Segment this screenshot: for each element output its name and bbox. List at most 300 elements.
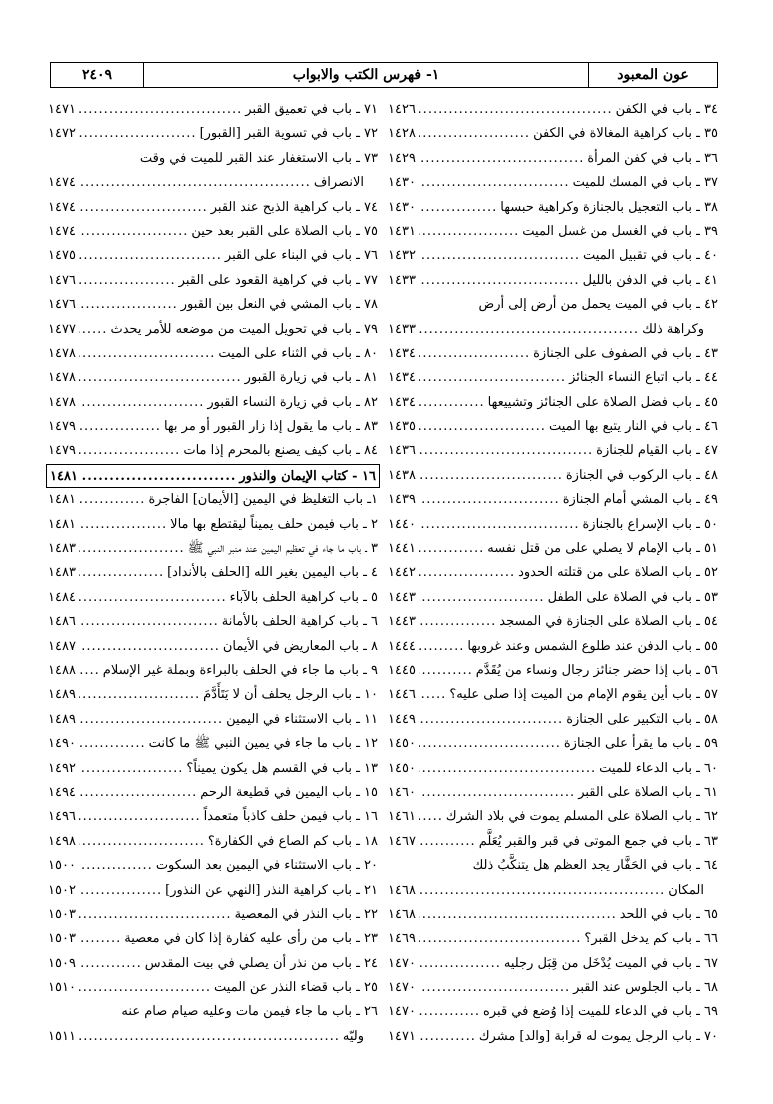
leader-dots bbox=[419, 244, 580, 268]
entry-page-number: ١٤٣٤ bbox=[388, 345, 416, 361]
index-entry bbox=[388, 561, 718, 585]
index-entry bbox=[48, 732, 378, 756]
leader-dots bbox=[79, 196, 208, 220]
entry-title: ١٢ ـ باب ما جاء في يمين النبي ﷺ ما كانت bbox=[148, 736, 378, 752]
entry-title: ٢٥ ـ باب قضاء النذر عن الميت bbox=[214, 980, 378, 996]
index-entry bbox=[388, 171, 718, 195]
index-column-right bbox=[388, 98, 718, 1049]
index-entry bbox=[48, 366, 378, 390]
entry-page-number: ١٤٧٤ bbox=[48, 175, 76, 191]
index-entry bbox=[48, 635, 378, 659]
leader-dots bbox=[419, 903, 617, 927]
index-entry bbox=[388, 122, 718, 146]
entry-title: ٨٠ ـ باب في الثناء على الميت bbox=[218, 345, 378, 361]
entry-page-number: ١٤٨٣ bbox=[48, 565, 76, 581]
entry-title: ٧٩ ـ باب في تحويل الميت من موضعه للأمر يحدث bbox=[110, 321, 378, 337]
entry-page-number: ١٤٨٨ bbox=[48, 662, 76, 678]
leader-dots bbox=[419, 757, 596, 781]
index-entry bbox=[388, 439, 718, 463]
leader-dots bbox=[419, 196, 497, 220]
leader-dots bbox=[419, 635, 464, 659]
leader-dots bbox=[79, 879, 162, 903]
index-entry bbox=[388, 342, 718, 366]
leader-dots bbox=[79, 586, 227, 610]
entry-page-number: ١٤٧٠ bbox=[388, 1004, 416, 1020]
entry-title: وليّه bbox=[342, 1028, 364, 1044]
leader-dots bbox=[419, 488, 560, 512]
entry-title: ٧٧ ـ باب في كراهية القعود على القبر bbox=[178, 272, 378, 288]
entry-page-number: ١٤٦٠ bbox=[388, 784, 416, 800]
entry-title: ٤٠ ـ باب في تقبيل الميت bbox=[583, 248, 718, 264]
entry-title: ٣ ـ باب ما جاء في تعظيم اليمين عند منبر النبي ﷺ bbox=[187, 541, 378, 557]
entry-page-number: ١٤٣٨ bbox=[388, 467, 416, 483]
leader-dots bbox=[79, 952, 142, 976]
entry-page-number: ١٤٧١ bbox=[48, 102, 76, 117]
entry-title: ٦٧ ـ باب في الميت يُدْخَل من قِبَل رجليه bbox=[503, 955, 718, 971]
index-entry bbox=[48, 561, 378, 585]
entry-title: ٣٩ ـ باب في الغسل من غسل الميت bbox=[522, 223, 718, 239]
entry-page-number: ١٤٣٦ bbox=[388, 443, 416, 459]
index-entry bbox=[388, 635, 718, 659]
entry-title: ١٨ ـ باب كم الصاع في الكفارة؟ bbox=[207, 833, 378, 849]
leader-dots bbox=[79, 781, 197, 805]
entry-title: ٣٦ ـ باب في كفن المرأة bbox=[587, 150, 718, 166]
entry-page-number: ١٤٧٩ bbox=[48, 419, 76, 435]
entry-title: ٥١ ـ باب الإمام لا يصلي على من قتل نفسه bbox=[487, 541, 718, 557]
entry-title: ٣٨ ـ باب التعجيل بالجنازة وكراهية حبسها bbox=[500, 199, 718, 215]
index-entry bbox=[388, 976, 718, 1000]
leader-dots bbox=[79, 830, 205, 854]
leader-dots bbox=[81, 465, 236, 489]
index-entry bbox=[48, 220, 378, 244]
entry-page-number: ١٤٣٣ bbox=[388, 272, 416, 288]
leader-dots bbox=[419, 683, 446, 707]
leader-dots bbox=[419, 147, 584, 171]
entry-page-number: ١٤٩٢ bbox=[48, 760, 76, 776]
leader-dots bbox=[419, 122, 530, 146]
index-entry bbox=[48, 488, 378, 512]
entry-title: ٨٤ ـ باب كيف يصنع بالمحرم إذا مات bbox=[183, 443, 378, 459]
index-entry bbox=[388, 147, 718, 171]
leader-dots bbox=[79, 342, 215, 366]
entry-title: ٢ ـ باب فيمن حلف يميناً ليقتطع بها مالا bbox=[170, 516, 378, 532]
entry-title: ٥٩ ـ باب ما يقرأ على الجنازة bbox=[563, 736, 718, 752]
leader-dots bbox=[419, 781, 575, 805]
entry-page-number: ١٤٧٨ bbox=[48, 345, 76, 361]
index-entry bbox=[388, 659, 718, 683]
index-entry bbox=[48, 586, 378, 610]
leader-dots bbox=[419, 513, 580, 537]
leader-dots bbox=[79, 488, 146, 512]
leader-dots bbox=[79, 366, 242, 390]
entry-page-number: ١٤٦٨ bbox=[388, 906, 416, 922]
entry-page-number: ١٤٧١ bbox=[388, 1028, 416, 1044]
index-entry bbox=[388, 732, 718, 756]
entry-title: ٦٦ ـ باب كم يدخل القبر؟ bbox=[584, 931, 718, 947]
index-entry bbox=[388, 757, 718, 781]
index-entry bbox=[48, 976, 378, 1000]
leader-dots bbox=[79, 415, 161, 439]
entry-page-number: ١٤٨٩ bbox=[48, 687, 76, 703]
entry-page-number: ١٤٧٤ bbox=[48, 223, 76, 239]
entry-title: الانصراف bbox=[313, 175, 364, 191]
entry-page-number: ١٤٤٦ bbox=[388, 687, 416, 703]
entry-page-number: ١٤٧٩ bbox=[48, 443, 76, 459]
index-entry bbox=[388, 854, 718, 878]
entry-page-number: ١٤٣١ bbox=[388, 223, 416, 239]
index-column-left bbox=[48, 98, 378, 1049]
entry-page-number: ١٤٨١ bbox=[50, 468, 78, 484]
leader-dots bbox=[419, 927, 581, 951]
entry-title: ٥٣ ـ باب في الصلاة على الطفل bbox=[547, 589, 718, 605]
entry-page-number: ١٤٧٧ bbox=[48, 321, 76, 337]
index-entry bbox=[388, 318, 718, 342]
entry-title: وكراهة ذلك bbox=[642, 321, 704, 337]
entry-page-number: ١٤٣٤ bbox=[388, 370, 416, 386]
index-entry bbox=[48, 757, 378, 781]
entry-title: ٨ ـ باب المعاريض في الأيمان bbox=[222, 638, 378, 654]
entry-page-number: ١٤٣٠ bbox=[388, 175, 416, 191]
entry-page-number: ١٤٧٢ bbox=[48, 126, 76, 142]
entry-title: ٤٦ ـ باب في النار يتبع بها الميت bbox=[548, 419, 718, 435]
index-entry bbox=[388, 781, 718, 805]
index-entry bbox=[48, 244, 378, 268]
section-title: ١- فهرس الكتب والابواب bbox=[143, 63, 588, 87]
entry-title: ١٦ - كتاب الإيمان والنذور bbox=[239, 468, 376, 484]
leader-dots bbox=[419, 952, 501, 976]
entry-title: ٣٥ ـ باب كراهية المغالاة في الكفن bbox=[533, 126, 718, 142]
index-entry bbox=[48, 171, 378, 195]
entry-title: ٤٩ ـ باب المشي أمام الجنازة bbox=[562, 492, 718, 508]
entry-title: ٦٢ ـ باب الصلاة على المسلم يموت في بلاد الشرك bbox=[445, 809, 718, 825]
leader-dots bbox=[79, 805, 201, 829]
leader-dots bbox=[419, 1000, 480, 1024]
entry-page-number: ١٥٠٣ bbox=[48, 906, 76, 922]
entry-page-number: ١٤٩٤ bbox=[48, 784, 76, 800]
index-entry bbox=[48, 659, 378, 683]
entry-title: ٧٥ ـ باب الصلاة على القبر بعد حين bbox=[191, 223, 378, 239]
entry-page-number: ١٥١١ bbox=[48, 1028, 76, 1044]
book-heading-entry bbox=[46, 464, 380, 488]
entry-page-number: ١٥٠٢ bbox=[48, 882, 76, 898]
page-number: ٢٤٠٩ bbox=[81, 67, 113, 83]
leader-dots bbox=[419, 805, 443, 829]
entry-title: ٢٢ ـ باب النذر في المعصية bbox=[234, 906, 378, 922]
leader-dots bbox=[79, 561, 164, 585]
entry-page-number: ١٤٣٢ bbox=[388, 248, 416, 264]
index-entry bbox=[48, 610, 378, 634]
index-entry bbox=[388, 488, 718, 512]
index-entry bbox=[48, 805, 378, 829]
leader-dots bbox=[419, 561, 515, 585]
entry-title: ٢٦ ـ باب ما جاء فيمن مات وعليه صيام صام عنه bbox=[121, 1004, 378, 1020]
entry-title: ٦ ـ باب كراهية الحلف بالأمانة bbox=[221, 614, 378, 630]
entry-page-number: ١٤٨٧ bbox=[48, 638, 76, 654]
leader-dots bbox=[79, 220, 188, 244]
entry-page-number: ١٥٠٠ bbox=[48, 858, 76, 874]
entry-title: ٧٦ ـ باب في البناء على القبر bbox=[224, 248, 378, 264]
entry-title: ٤٢ ـ باب في الميت يحمل من أرض إلى أرض bbox=[478, 297, 718, 313]
index-entry bbox=[388, 415, 718, 439]
entry-title: ٩ ـ باب ما جاء في الحلف بالبراءة وبملة غير الإسلام bbox=[102, 662, 378, 678]
entry-page-number: ١٤٣٠ bbox=[388, 199, 416, 215]
entry-title: ٤٥ ـ باب فضل الصلاة على الجنائز وتشييعها bbox=[487, 394, 718, 410]
entry-title: ٦٥ ـ باب في اللحد bbox=[619, 906, 718, 922]
entry-page-number: ١٤٧٨ bbox=[48, 370, 76, 386]
entry-page-number: ١٤٩٠ bbox=[48, 736, 76, 752]
entry-page-number: ١٤٤٥ bbox=[388, 662, 416, 678]
leader-dots bbox=[79, 708, 223, 732]
index-entry bbox=[388, 366, 718, 390]
index-entry bbox=[388, 220, 718, 244]
entry-title: ٥٥ ـ باب الدفن عند طلوع الشمس وعند غروبها bbox=[467, 638, 718, 654]
leader-dots bbox=[419, 708, 563, 732]
entry-page-number: ١٤٧٠ bbox=[388, 980, 416, 996]
entry-page-number: ١٤٥٠ bbox=[388, 736, 416, 752]
index-entry bbox=[388, 293, 718, 317]
entry-page-number: ١٤٤١ bbox=[388, 541, 416, 557]
index-entry bbox=[388, 683, 718, 707]
index-entry bbox=[48, 952, 378, 976]
entry-title: ٤٨ ـ باب الركوب في الجنازة bbox=[565, 467, 718, 483]
entry-title: ٥٢ ـ باب الصلاة على من قتلته الحدود bbox=[518, 565, 718, 581]
leader-dots bbox=[79, 318, 108, 342]
index-entry bbox=[48, 537, 378, 561]
entry-title: ٧٨ ـ باب المشي في النعل بين القبور bbox=[180, 297, 378, 313]
entry-title: ٧٣ ـ باب الاستغفار عند القبر للميت في وقت bbox=[139, 150, 378, 166]
index-entry bbox=[388, 805, 718, 829]
entry-title: ٣٧ ـ باب في المسك للميت bbox=[572, 175, 718, 191]
leader-dots bbox=[79, 854, 153, 878]
entry-title: ١٥ ـ باب اليمين في قطيعة الرحم bbox=[200, 784, 378, 800]
leader-dots bbox=[79, 391, 204, 415]
entry-page-number: ١٤٢٨ bbox=[388, 126, 416, 142]
index-entry bbox=[48, 781, 378, 805]
leader-dots bbox=[419, 98, 613, 122]
index-entry bbox=[388, 927, 718, 951]
entry-page-number: ١٤٧٥ bbox=[48, 248, 76, 264]
entry-page-number: ١٤٤٢ bbox=[388, 565, 416, 581]
index-entry bbox=[388, 879, 718, 903]
leader-dots bbox=[419, 220, 519, 244]
leader-dots bbox=[79, 757, 183, 781]
leader-dots bbox=[419, 269, 580, 293]
entry-page-number: ١٤٦٨ bbox=[388, 882, 416, 898]
entry-page-number: ١٤٣٥ bbox=[388, 419, 416, 435]
index-entry bbox=[48, 342, 378, 366]
index-entry bbox=[48, 708, 378, 732]
leader-dots bbox=[419, 976, 570, 1000]
entry-page-number: ١٤٨١ bbox=[48, 516, 76, 532]
index-entry bbox=[388, 586, 718, 610]
leader-dots bbox=[419, 342, 530, 366]
leader-dots bbox=[419, 537, 484, 561]
entry-title: ٤ ـ باب اليمين بغير الله [الحلف بالأنداد] bbox=[167, 565, 378, 581]
entry-title: ٤٧ ـ باب القيام للجنازة bbox=[596, 443, 718, 459]
entry-page-number: ١٤٩٦ bbox=[48, 809, 76, 825]
entry-title: ٨٣ ـ باب ما يقول إذا زار القبور أو مر بها bbox=[163, 419, 378, 435]
index-entry bbox=[48, 683, 378, 707]
index-entry bbox=[388, 708, 718, 732]
entry-title: ٦١ ـ باب الصلاة على القبر bbox=[578, 784, 718, 800]
entry-title: ٧٤ ـ باب كراهية الذبح عند القبر bbox=[210, 199, 378, 215]
leader-dots bbox=[419, 415, 546, 439]
leader-dots bbox=[79, 244, 222, 268]
entry-page-number: ١٤٤٣ bbox=[388, 589, 416, 605]
entry-page-number: ١٤٤٤ bbox=[388, 638, 416, 654]
index-entry bbox=[48, 391, 378, 415]
leader-dots bbox=[79, 683, 200, 707]
entry-title: ٥٧ ـ باب أين يقوم الإمام من الميت إذا صلى عليه؟ bbox=[449, 687, 718, 703]
entry-page-number: ١٤٤٣ bbox=[388, 614, 416, 630]
leader-dots bbox=[79, 635, 220, 659]
leader-dots bbox=[79, 122, 197, 146]
leader-dots bbox=[419, 659, 473, 683]
entry-title: ٥٠ ـ باب الإسراع بالجنازة bbox=[582, 516, 718, 532]
leader-dots bbox=[79, 659, 100, 683]
entry-title: ٨٢ ـ باب في زيارة النساء القبور bbox=[207, 394, 378, 410]
entry-page-number: ١٥٠٣ bbox=[48, 931, 76, 947]
leader-dots bbox=[79, 610, 219, 634]
leader-dots bbox=[419, 439, 593, 463]
leader-dots bbox=[79, 537, 185, 561]
index-entry bbox=[388, 1000, 718, 1024]
index-entry bbox=[48, 439, 378, 463]
entry-title: ١١ ـ باب الاستثناء في اليمين bbox=[226, 711, 378, 727]
entry-title: ٦٤ ـ باب في الحَفَّار يجد العظم هل يتنكَّبُ ذلك bbox=[472, 858, 718, 874]
entry-page-number: ١٤٨٦ bbox=[48, 614, 76, 630]
leader-dots bbox=[419, 171, 570, 195]
leader-dots bbox=[79, 269, 176, 293]
entry-page-number: ١٤٨٣ bbox=[48, 541, 76, 557]
entry-title: ٥٤ ـ باب الصلاة على الجنازة في المسجد bbox=[499, 614, 718, 630]
entry-title: ٥٨ ـ باب التكبير على الجنازة bbox=[566, 711, 718, 727]
entry-page-number: ١٥٠٩ bbox=[48, 955, 76, 971]
page-header bbox=[50, 62, 718, 88]
entry-page-number: ١٤٨٤ bbox=[48, 589, 76, 605]
entry-page-number: ١٤٦١ bbox=[388, 809, 416, 825]
index-entry bbox=[48, 1000, 378, 1024]
entry-title: ٧٠ ـ باب الرجل يموت له قرابة [والد] مشرك bbox=[478, 1028, 718, 1044]
leader-dots bbox=[419, 610, 496, 634]
index-entry bbox=[388, 1025, 718, 1049]
entry-title: ١٠ ـ باب الرجل يحلف أن لا يَتَأَدَّمَ bbox=[203, 687, 378, 703]
index-entry bbox=[388, 513, 718, 537]
index-entry bbox=[388, 830, 718, 854]
index-entry bbox=[48, 830, 378, 854]
index-entry bbox=[48, 903, 378, 927]
entry-page-number: ١٤٧٠ bbox=[388, 955, 416, 971]
entry-title: ٢٠ ـ باب الاستثناء في اليمين بعد السكوت bbox=[155, 858, 378, 874]
index-entry bbox=[48, 927, 378, 951]
index-entry bbox=[388, 464, 718, 488]
entry-title: ٣٤ ـ باب في الكفن bbox=[615, 102, 718, 117]
index-entry bbox=[48, 854, 378, 878]
entry-title: ٢٤ ـ باب من نذر أن يصلي في بيت المقدس bbox=[144, 955, 378, 971]
leader-dots bbox=[79, 927, 121, 951]
entry-page-number: ١٤٩٨ bbox=[48, 833, 76, 849]
index-entry bbox=[48, 122, 378, 146]
leader-dots bbox=[419, 586, 545, 610]
leader-dots bbox=[419, 830, 476, 854]
leader-dots bbox=[79, 98, 242, 122]
entry-title: ١ـ باب التغليظ في اليمين [الأيمان] الفاجرة bbox=[148, 492, 378, 508]
entry-page-number: ١٤٧٦ bbox=[48, 297, 76, 313]
leader-dots bbox=[79, 171, 311, 195]
index-entry bbox=[388, 196, 718, 220]
entry-page-number: ١٤٧٤ bbox=[48, 199, 76, 215]
entry-page-number: ١٤٣٣ bbox=[388, 321, 416, 337]
index-entry bbox=[48, 1025, 378, 1049]
index-entry bbox=[388, 903, 718, 927]
leader-dots bbox=[419, 879, 665, 903]
entry-title: المكان bbox=[668, 882, 704, 898]
index-entry bbox=[48, 98, 378, 122]
entry-title: ٦٨ ـ باب الجلوس عند القبر bbox=[573, 980, 718, 996]
leader-dots bbox=[419, 318, 639, 342]
entry-page-number: ١٤٢٦ bbox=[388, 102, 416, 117]
leader-dots bbox=[79, 732, 146, 756]
entry-page-number: ١٤٢٩ bbox=[388, 150, 416, 166]
leader-dots bbox=[419, 1025, 476, 1049]
leader-dots bbox=[419, 732, 561, 756]
index-entry bbox=[388, 952, 718, 976]
entry-title: ٧١ ـ باب في تعميق القبر bbox=[245, 102, 378, 117]
entry-title: ٧٢ ـ باب في تسوية القبر [القبور] bbox=[199, 126, 378, 142]
index-entry bbox=[388, 610, 718, 634]
index-entry bbox=[48, 879, 378, 903]
entry-title: ٦٠ ـ باب الدعاء للميت bbox=[599, 760, 718, 776]
leader-dots bbox=[79, 1025, 340, 1049]
entry-title: ١٣ ـ باب في القسم هل يكون يميناً؟ bbox=[186, 760, 378, 776]
index-entry bbox=[388, 537, 718, 561]
index-entry bbox=[48, 269, 378, 293]
index-entry bbox=[388, 269, 718, 293]
index-entry bbox=[48, 147, 378, 171]
entry-title: ٦٩ ـ باب في الدعاء للميت إذا وُضع في قبره bbox=[483, 1004, 718, 1020]
leader-dots bbox=[79, 976, 211, 1000]
index-entry bbox=[388, 391, 718, 415]
entry-page-number: ١٤٨١ bbox=[48, 492, 76, 508]
entry-title: ٦٣ ـ باب في جمع الموتى في قبر والقبر يُعَلَّم bbox=[478, 833, 718, 849]
book-title: عون المعبود bbox=[588, 63, 717, 87]
entry-title: ٥٦ ـ باب إذا حضر جنائز رجال ونساء من يُقَدَّم bbox=[475, 662, 718, 678]
index-entry bbox=[48, 318, 378, 342]
entry-title: ٥ ـ باب كراهية الحلف بالآباء bbox=[229, 589, 378, 605]
index-entry bbox=[388, 244, 718, 268]
entry-title: ٢١ ـ باب كراهية النذر [النهي عن النذور] bbox=[165, 882, 378, 898]
index-entry bbox=[48, 513, 378, 537]
index-entry bbox=[48, 293, 378, 317]
entry-title: ٢٣ ـ باب من رأى عليه كفارة إذا كان في معصية bbox=[124, 931, 378, 947]
entry-title: ٤١ ـ باب في الدفن بالليل bbox=[582, 272, 718, 288]
entry-page-number: ١٤٣٤ bbox=[388, 394, 416, 410]
entry-page-number: ١٤٤٠ bbox=[388, 516, 416, 532]
index-entry bbox=[388, 98, 718, 122]
entry-page-number: ١٤٤٩ bbox=[388, 711, 416, 727]
entry-title: ٤٤ ـ باب اتباع النساء الجنائز bbox=[569, 370, 718, 386]
entry-page-number: ١٤٨٩ bbox=[48, 711, 76, 727]
leader-dots bbox=[79, 513, 167, 537]
index-entry bbox=[48, 415, 378, 439]
entry-page-number: ١٤٦٩ bbox=[388, 931, 416, 947]
entry-page-number: ١٤٥٠ bbox=[388, 760, 416, 776]
entry-page-number: ١٤٣٩ bbox=[388, 492, 416, 508]
index-entry bbox=[48, 196, 378, 220]
leader-dots bbox=[79, 293, 178, 317]
entry-title: ١٦ ـ باب فيمن حلف كاذباً متعمداً bbox=[203, 809, 378, 825]
entry-page-number: ١٤٦٧ bbox=[388, 833, 416, 849]
